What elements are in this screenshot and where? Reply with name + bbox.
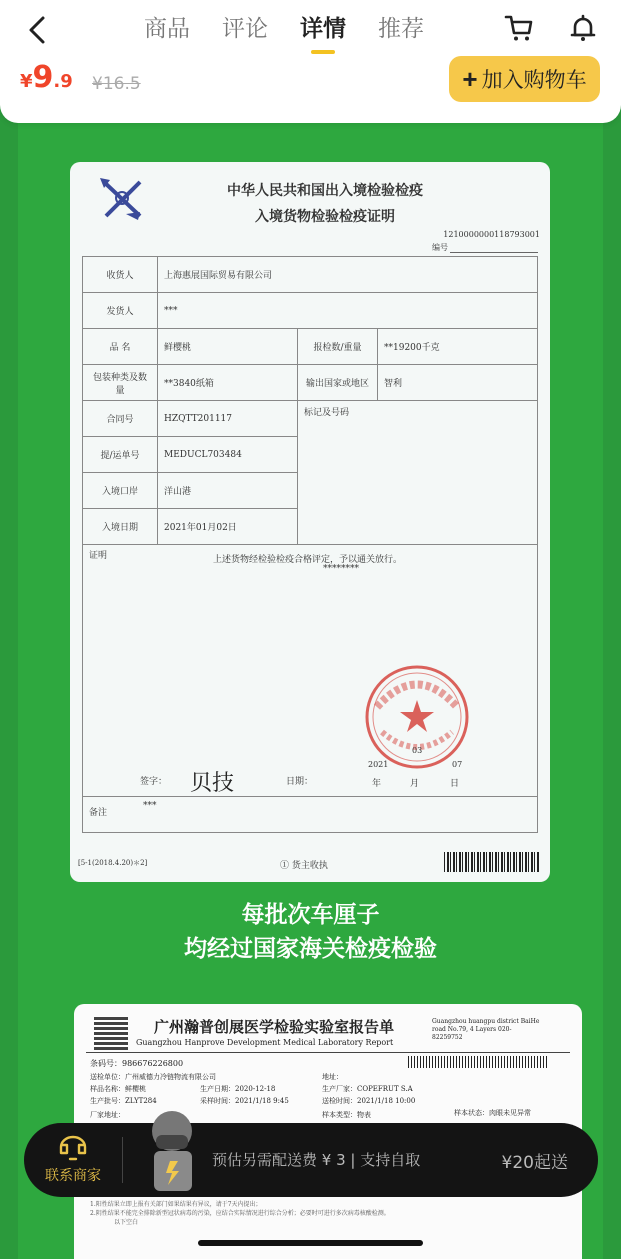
cart-icon[interactable]	[503, 12, 535, 44]
remark-label: 备注	[89, 808, 108, 818]
barcode-value: 986676226800	[122, 1059, 184, 1068]
bottom-bar	[24, 1123, 598, 1197]
month-label: 月	[410, 779, 420, 789]
report-row	[322, 1096, 415, 1106]
proof-text: 上述货物经检验检疫合格评定，予以通关放行。	[213, 555, 403, 565]
row-value: ZLYT284	[125, 1097, 157, 1105]
year-value: 2021	[368, 760, 389, 769]
contact-merchant-button[interactable]	[24, 1123, 122, 1197]
port-value: 洋山港	[158, 473, 298, 509]
qty-value: **19200千克	[378, 329, 538, 365]
contact-merchant-label: 联系商家	[45, 1168, 101, 1184]
year-label: 年	[372, 779, 382, 789]
contract-label: 合同号	[83, 401, 158, 437]
certificate-serial: 1210000000118793001	[443, 230, 540, 239]
row-value: 肉眼未见异常	[489, 1109, 531, 1117]
slogan-line-2: 均经过国家海关检疫检验	[184, 936, 437, 962]
report-row	[200, 1084, 275, 1094]
official-seal-icon	[362, 662, 472, 772]
back-button[interactable]	[20, 10, 54, 50]
row-label: 地址：	[322, 1073, 343, 1081]
entry-date-value: 2021年01月02日	[158, 509, 298, 545]
price	[20, 60, 73, 95]
add-to-cart-button[interactable]	[449, 56, 600, 102]
contract-value: HZQTT201117	[158, 401, 298, 437]
row-label: 样品名称：	[90, 1085, 125, 1093]
price-currency: ¥	[20, 71, 33, 92]
report-barcode	[408, 1056, 548, 1068]
proof-stars: ********	[323, 564, 359, 574]
bell-icon[interactable]	[567, 12, 599, 44]
row-value: COPEFRUT S.A	[357, 1085, 413, 1093]
min-order-text: ¥20起送	[501, 1153, 568, 1173]
tab-bar	[128, 12, 440, 50]
report-title: 广州瀚普创展医学检验实验室报告单	[154, 1018, 395, 1036]
product-label: 品 名	[83, 329, 158, 365]
original-price: ¥16.5	[92, 74, 141, 94]
report-row	[90, 1110, 125, 1120]
certificate-subtitle: 入境货物检验检疫证明	[255, 209, 395, 225]
report-divider	[86, 1052, 570, 1053]
report-row	[322, 1084, 413, 1094]
quarantine-certificate	[70, 162, 550, 882]
row-label: 生产日期：	[200, 1085, 235, 1093]
row-value: 2021/1/18 10:00	[357, 1097, 416, 1105]
row-label: 厂家地址：	[90, 1111, 125, 1119]
row-label: 采样时间：	[200, 1097, 235, 1105]
consignor-label: 发货人	[83, 293, 158, 329]
remark-section	[82, 797, 538, 833]
slogan-line-1: 每批次车厘子	[241, 902, 380, 928]
row-label: 生产批号：	[90, 1097, 125, 1105]
entry-date-label: 入境日期	[83, 509, 158, 545]
product-header	[0, 0, 621, 123]
bl-value: MEDUCL703484	[158, 437, 298, 473]
consignee-value: 上海惠展国际贸易有限公司	[158, 257, 538, 293]
certificate-table	[82, 256, 538, 545]
report-warnings	[90, 1200, 570, 1227]
barcode-label: 条码号：	[90, 1059, 122, 1068]
warning-line: 2.阴性结果不能完全排除新型冠状病毒的污染，应结合实际情况进行综合分析；必要时可进行多次病毒核酸检测。	[90, 1210, 390, 1217]
row-label: 生产厂家：	[322, 1085, 357, 1093]
row-value: 鲜樱桃	[125, 1085, 146, 1093]
tab-reviews[interactable]: 评论	[222, 16, 268, 42]
row-label: 样本状态：	[454, 1109, 489, 1117]
bottom-divider	[122, 1137, 123, 1183]
tab-recommend[interactable]: 推荐	[378, 16, 424, 42]
chevron-left-icon	[27, 15, 47, 45]
certificate-barcode	[444, 852, 540, 872]
delivery-rider-icon	[132, 1105, 216, 1197]
pack-label: 包装种类及数量	[83, 365, 158, 401]
qr-code	[94, 1016, 128, 1050]
qty-label: 报检数/重量	[298, 329, 378, 365]
number-label: 编号	[432, 243, 448, 252]
row-value: 广州威德力冷链物流有限公司	[125, 1073, 216, 1081]
report-row	[322, 1110, 371, 1120]
add-to-cart-label: 加入购物车	[481, 69, 587, 92]
day-value: 07	[452, 760, 463, 769]
report-row	[90, 1084, 146, 1094]
consignee-label: 收货人	[83, 257, 158, 293]
pack-value: **3840纸箱	[158, 365, 298, 401]
keep-note: ① 货主收执	[280, 861, 328, 871]
row-value: 2021/1/18 9:45	[235, 1097, 289, 1105]
sign-label: 签字：	[140, 777, 168, 787]
signature: 贝技	[190, 771, 235, 796]
chat-icon	[58, 1135, 88, 1161]
tab-product[interactable]: 商品	[144, 16, 190, 42]
row-label: 送检单位：	[90, 1073, 125, 1081]
product-value: 鲜樱桃	[158, 329, 298, 365]
certificate-title: 中华人民共和国出入境检验检疫	[227, 183, 423, 199]
warning-line: 1.阳性结果立即上报有关部门如果结果有异议，请于7天内提出；	[90, 1201, 262, 1208]
report-subtitle: Guangzhou Hanprove Development Medical Laboratory Report	[136, 1038, 394, 1047]
row-value: 2020-12-18	[235, 1085, 276, 1093]
form-code: [5-1(2018.4.20)＊2]	[78, 859, 148, 867]
remark-value: ***	[143, 801, 157, 811]
home-indicator[interactable]	[198, 1240, 423, 1246]
consignor-value: ***	[158, 293, 538, 329]
report-barcode-number	[90, 1058, 183, 1069]
report-row	[90, 1072, 216, 1082]
sign-date-label: 日期：	[286, 777, 314, 787]
day-label: 日	[450, 779, 460, 789]
origin-label: 输出国家或地区	[298, 365, 378, 401]
row-value: 物表	[357, 1111, 371, 1119]
blank-note: 以下空白	[114, 1219, 139, 1226]
row-label: 送检时间：	[322, 1097, 357, 1105]
price-decimal: .9	[53, 71, 73, 92]
port-label: 入境口岸	[83, 473, 158, 509]
marks-label: 标记及号码	[298, 401, 538, 545]
tab-details[interactable]: 详情	[284, 12, 362, 50]
plus-icon: +	[462, 63, 478, 94]
origin-value: 智利	[378, 365, 538, 401]
number-line	[450, 252, 538, 253]
proof-label: 证明	[89, 551, 108, 561]
report-row	[454, 1108, 531, 1118]
price-integer: 9	[32, 60, 54, 95]
bl-label: 提/运单号	[83, 437, 158, 473]
row-label: 样本类型：	[322, 1111, 357, 1119]
delivery-fee-text: 预估另需配送费 ¥ 3 | 支持自取	[212, 1151, 421, 1169]
report-address: Guangzhou huangpu district BaiHe road No.79, 4 Layers 020-82259752	[432, 1018, 540, 1041]
month-value: 03	[412, 746, 423, 755]
report-row	[322, 1072, 343, 1082]
